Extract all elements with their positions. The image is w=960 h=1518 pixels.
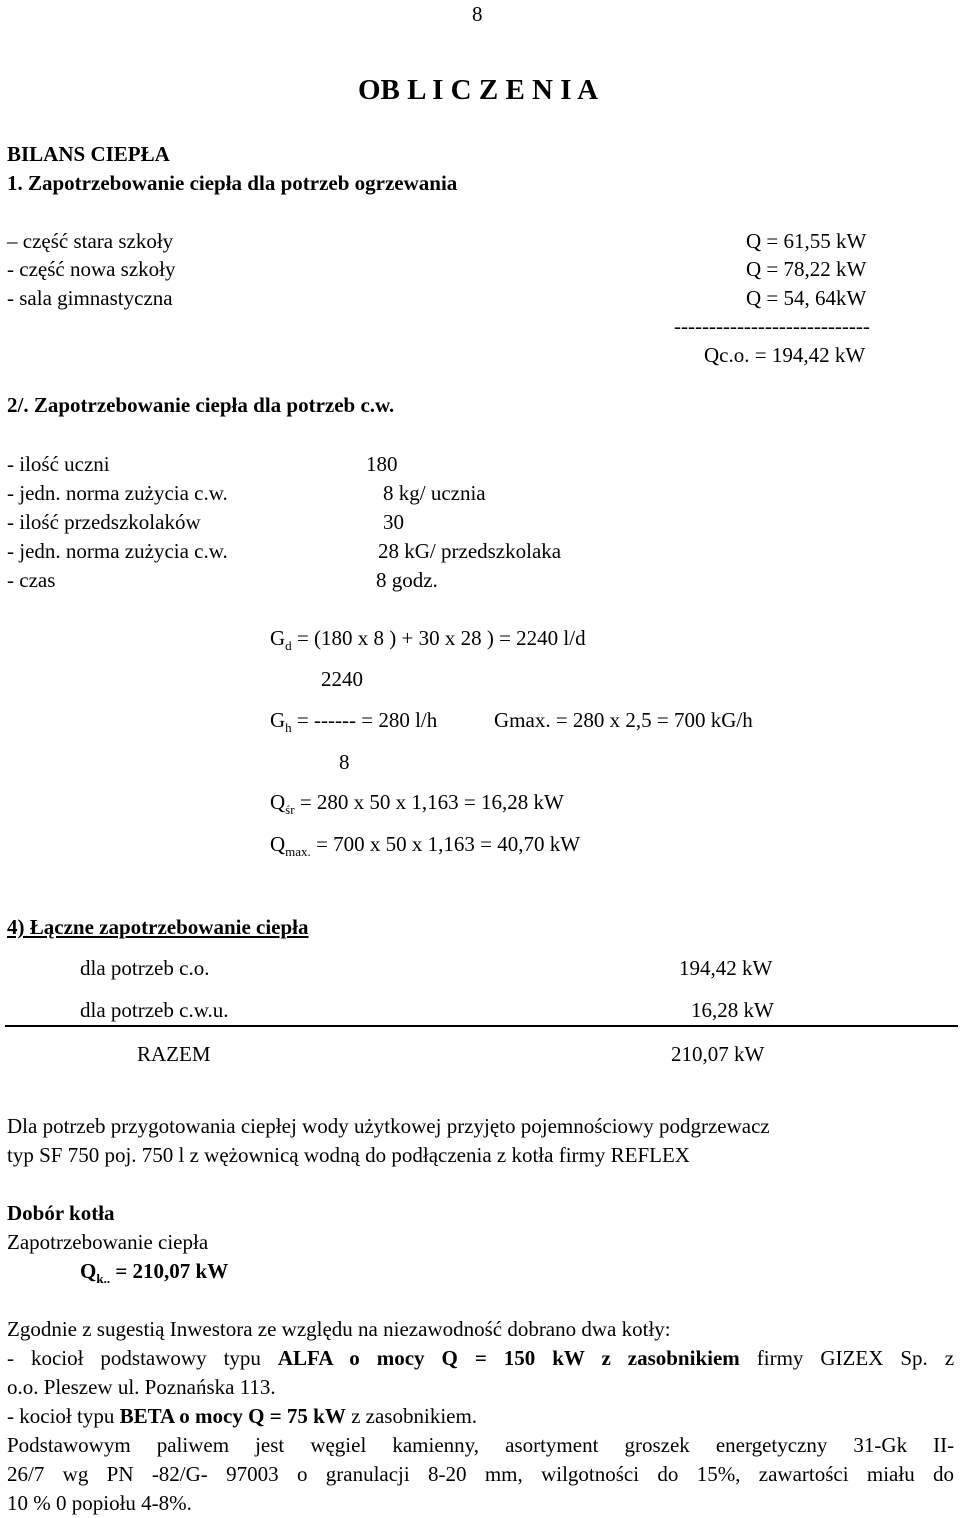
heating-item-value: Q = 61,55 kW bbox=[746, 229, 867, 253]
fuel-last-line: 10 % 0 popiołu 4-8%. bbox=[7, 1491, 192, 1515]
heating-sum-dashes: ---------------------------- bbox=[674, 314, 870, 338]
final-intro: Zgodnie z sugestią Inwestora ze względu na niezawodność dobrano dwa kotły: bbox=[7, 1317, 671, 1341]
boiler-subheading: Zapotrzebowanie ciepła bbox=[7, 1230, 209, 1254]
cw-param-value: 180 bbox=[366, 452, 398, 476]
cw-param-label: - ilość uczni bbox=[7, 452, 110, 476]
paragraph-cwu-line: typ SF 750 poj. 750 l z wężownicą wodną do podłączenia z kotła firmy REFLEX bbox=[7, 1143, 690, 1167]
summary-row-label: dla potrzeb c.w.u. bbox=[80, 998, 229, 1022]
final-boiler-line1: - kocioł podstawowy typu ALFA o mocy Q = 150 kW z zasobnikiem firmy GIZEX Sp. z bbox=[7, 1346, 955, 1370]
section-bilans-heading: BILANS CIEPŁA bbox=[7, 142, 170, 166]
page-number: 8 bbox=[472, 2, 483, 26]
cw-param-value: 8 kg/ ucznia bbox=[383, 481, 486, 505]
final-boiler-line3: - kocioł typu BETA o mocy Q = 75 kW z zasobnikiem. bbox=[7, 1404, 478, 1428]
section2-heading: 2/. Zapotrzebowanie ciepła dla potrzeb c.w. bbox=[7, 393, 395, 417]
cw-param-label: - jedn. norma zużycia c.w. bbox=[7, 481, 228, 505]
heating-item-label: - sala gimnastyczna bbox=[7, 286, 173, 310]
summary-row-value: 194,42 kW bbox=[679, 956, 773, 980]
formula-gmax: Gmax. = 280 x 2,5 = 700 kG/h bbox=[494, 708, 753, 732]
summary-row-label: dla potrzeb c.o. bbox=[80, 956, 210, 980]
paragraph-cwu-line: Dla potrzeb przygotowania ciepłej wody użytkowej przyjęto pojemnościowy podgrzewacz bbox=[7, 1114, 770, 1138]
heating-item-value: Q = 54, 64kW bbox=[746, 286, 867, 310]
heating-item-label: – część stara szkoły bbox=[7, 229, 174, 253]
formula-gh: $G_h$ = ------ = 280 l/h bbox=[270, 708, 438, 735]
cw-param-value: 28 kG/ przedszkolaka bbox=[378, 539, 562, 563]
cw-param-value: 8 godz. bbox=[376, 568, 438, 592]
summary-divider bbox=[5, 1025, 958, 1027]
heating-item-value: Q = 78,22 kW bbox=[746, 257, 867, 281]
heating-item-label: - część nowa szkoły bbox=[7, 257, 176, 281]
formula-qsr: $Q_{śr} = 280$ x 50 x 1,163 = 16,28 kW bbox=[270, 790, 564, 817]
final-boiler-line2: o.o. Pleszew ul. Poznańska 113. bbox=[7, 1375, 276, 1399]
formula-gh-denominator: 8 bbox=[339, 750, 350, 774]
heating-total: Qc.o. = 194,42 kW bbox=[704, 343, 866, 367]
cw-param-label: - czas bbox=[7, 568, 56, 592]
fuel-line: Podstawowym paliwem jest węgiel kamienny, asortyment groszek energetyczny 31-Gk II- bbox=[7, 1433, 955, 1457]
boiler-heading: Dobór kotła bbox=[7, 1201, 115, 1225]
section4-heading: 4) Łączne zapotrzebowanie ciepła bbox=[7, 915, 309, 939]
cw-param-label: - ilość przedszkolaków bbox=[7, 510, 201, 534]
cw-param-value: 30 bbox=[383, 510, 404, 534]
summary-total-value: 210,07 kW bbox=[671, 1042, 765, 1066]
formula-gd: $G_d = (180$ x 8 ) + 30 x 28 ) = 2240 l/d bbox=[270, 626, 586, 653]
summary-row-value: 16,28 kW bbox=[691, 998, 774, 1022]
formula-qk: $Q_{k..} = 210,07$ kW bbox=[80, 1259, 229, 1286]
cw-param-label: - jedn. norma zużycia c.w. bbox=[7, 539, 228, 563]
fuel-line: 26/7 wg PN -82/G- 97003 o granulacji 8-20 mm, wilgotności do 15%, zawartości miału do bbox=[7, 1462, 955, 1486]
section1-heading: 1. Zapotrzebowanie ciepła dla potrzeb ogrzewania bbox=[7, 171, 458, 195]
summary-total-label: RAZEM bbox=[137, 1042, 211, 1066]
formula-qmax: $Q_{max.} = 700$ x 50 x 1,163 = 40,70 kW bbox=[270, 832, 581, 859]
formula-gh-numerator: 2240 bbox=[321, 667, 363, 691]
page-title: OB L I C Z E N I A bbox=[358, 74, 599, 106]
